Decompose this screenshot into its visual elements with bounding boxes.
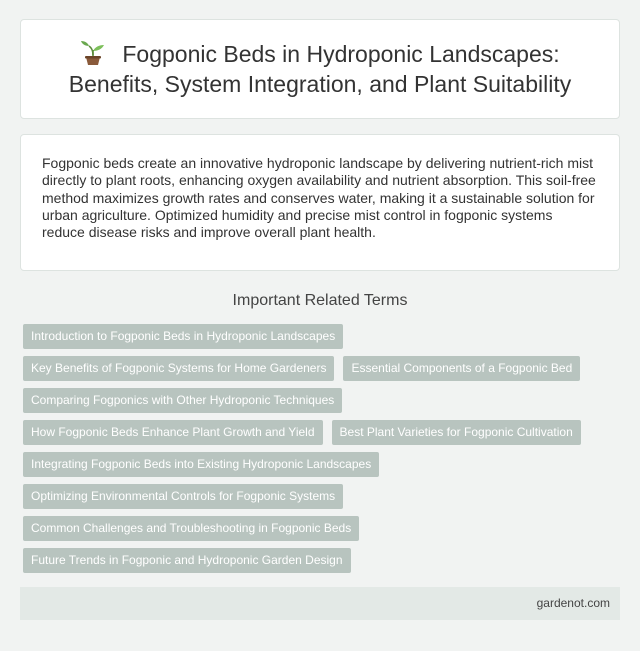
related-term-tag[interactable]: Key Benefits of Fogponic Systems for Home Gardeners	[23, 356, 334, 381]
related-term-tag[interactable]: Essential Components of a Fogponic Bed	[343, 356, 580, 381]
related-terms-list	[23, 324, 623, 580]
footer-site-link[interactable]: gardenot.com	[536, 596, 610, 610]
related-term-tag[interactable]: Integrating Fogponic Beds into Existing Hydroponic Landscapes	[23, 452, 379, 477]
related-term-tag[interactable]: Comparing Fogponics with Other Hydroponic Techniques	[23, 388, 342, 413]
sprout-icon	[80, 41, 106, 65]
page-title	[40, 39, 600, 99]
related-terms-heading: Important Related Terms	[232, 292, 408, 309]
tag-row	[23, 452, 623, 477]
intro-card	[20, 134, 620, 271]
related-term-tag[interactable]: Common Challenges and Troubleshooting in Fogponic Beds	[23, 516, 359, 541]
page-title-text: Fogponic Beds in Hydroponic Landscapes: Benefits, System Integration, and Plant Suitability	[68, 41, 572, 97]
related-term-tag[interactable]: Best Plant Varieties for Fogponic Cultivation	[332, 420, 581, 445]
related-term-tag[interactable]: Optimizing Environmental Controls for Fogponic Systems	[23, 484, 343, 509]
footer	[20, 587, 620, 620]
title-card	[20, 19, 620, 119]
tag-row	[23, 420, 623, 445]
related-term-tag[interactable]: Future Trends in Fogponic and Hydroponic Garden Design	[23, 548, 351, 573]
tag-row	[23, 548, 623, 573]
tag-row	[23, 516, 623, 541]
tag-row	[23, 484, 623, 509]
tag-row	[23, 388, 623, 413]
intro-paragraph: Fogponic beds create an innovative hydroponic landscape by delivering nutrient-rich mist directly to plant roots, enhancing oxygen availability and nutrient absorption. This soil-free method maximizes growth rates and conserves water, making it a sustainable solution for urban agriculture. Optimized humidity and precise mist control in fogponic systems reduce disease risks and improve overall plant health.	[42, 155, 596, 241]
tag-row	[23, 356, 623, 381]
tag-row	[23, 324, 623, 349]
related-term-tag[interactable]: Introduction to Fogponic Beds in Hydroponic Landscapes	[23, 324, 343, 349]
related-term-tag[interactable]: How Fogponic Beds Enhance Plant Growth and Yield	[23, 420, 323, 445]
